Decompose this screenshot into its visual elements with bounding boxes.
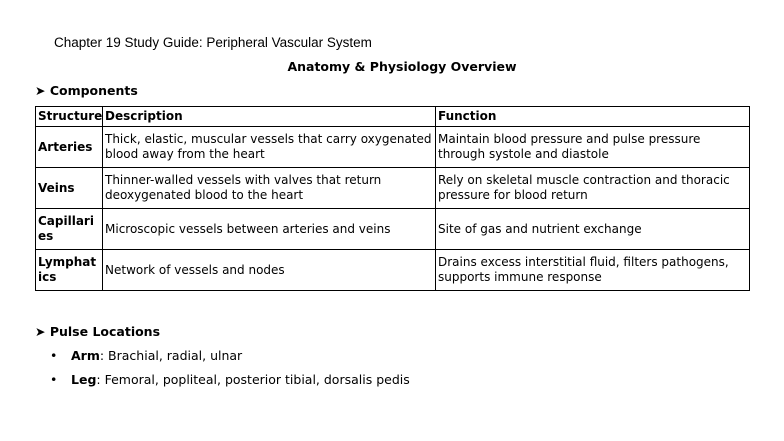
description-cell: Microscopic vessels between arteries and veins xyxy=(103,209,436,250)
pulse-text: : Femoral, popliteal, posterior tibial, dorsalis pedis xyxy=(96,372,410,387)
bullet-icon: • xyxy=(50,348,58,363)
bullet-icon: • xyxy=(50,372,58,387)
description-cell: Thinner-walled vessels with valves that return deoxygenated blood to the heart xyxy=(103,168,436,209)
components-heading: ➤ Components xyxy=(35,83,138,98)
list-item xyxy=(50,372,410,387)
column-header-structure: Structure xyxy=(36,107,103,127)
pulse-locations-heading: ➤ Pulse Locations xyxy=(35,324,161,339)
description-cell: Thick, elastic, muscular vessels that carry oxygenated blood away from the heart xyxy=(103,127,436,168)
pulse-label: Leg xyxy=(71,372,97,387)
table-row xyxy=(36,127,750,168)
structure-cell: Capillaries xyxy=(36,209,103,250)
components-table xyxy=(35,106,750,291)
table-row xyxy=(36,209,750,250)
function-cell: Maintain blood pressure and pulse pressure through systole and diastole xyxy=(436,127,750,168)
table-row xyxy=(36,168,750,209)
document-title: Chapter 19 Study Guide: Peripheral Vascular System xyxy=(54,35,372,50)
pulse-text: : Brachial, radial, ulnar xyxy=(99,348,243,363)
structure-cell: Arteries xyxy=(36,127,103,168)
table-header-row xyxy=(36,107,750,127)
column-header-function: Function xyxy=(436,107,750,127)
structure-cell: Lymphatics xyxy=(36,250,103,291)
section-title: Anatomy & Physiology Overview xyxy=(287,59,517,74)
column-header-description: Description xyxy=(103,107,436,127)
list-item xyxy=(50,348,242,363)
pulse-label: Arm xyxy=(71,348,100,363)
structure-cell: Veins xyxy=(36,168,103,209)
function-cell: Site of gas and nutrient exchange xyxy=(436,209,750,250)
table-row xyxy=(36,250,750,291)
function-cell: Drains excess interstitial fluid, filters pathogens, supports immune response xyxy=(436,250,750,291)
function-cell: Rely on skeletal muscle contraction and thoracic pressure for blood return xyxy=(436,168,750,209)
description-cell: Network of vessels and nodes xyxy=(103,250,436,291)
